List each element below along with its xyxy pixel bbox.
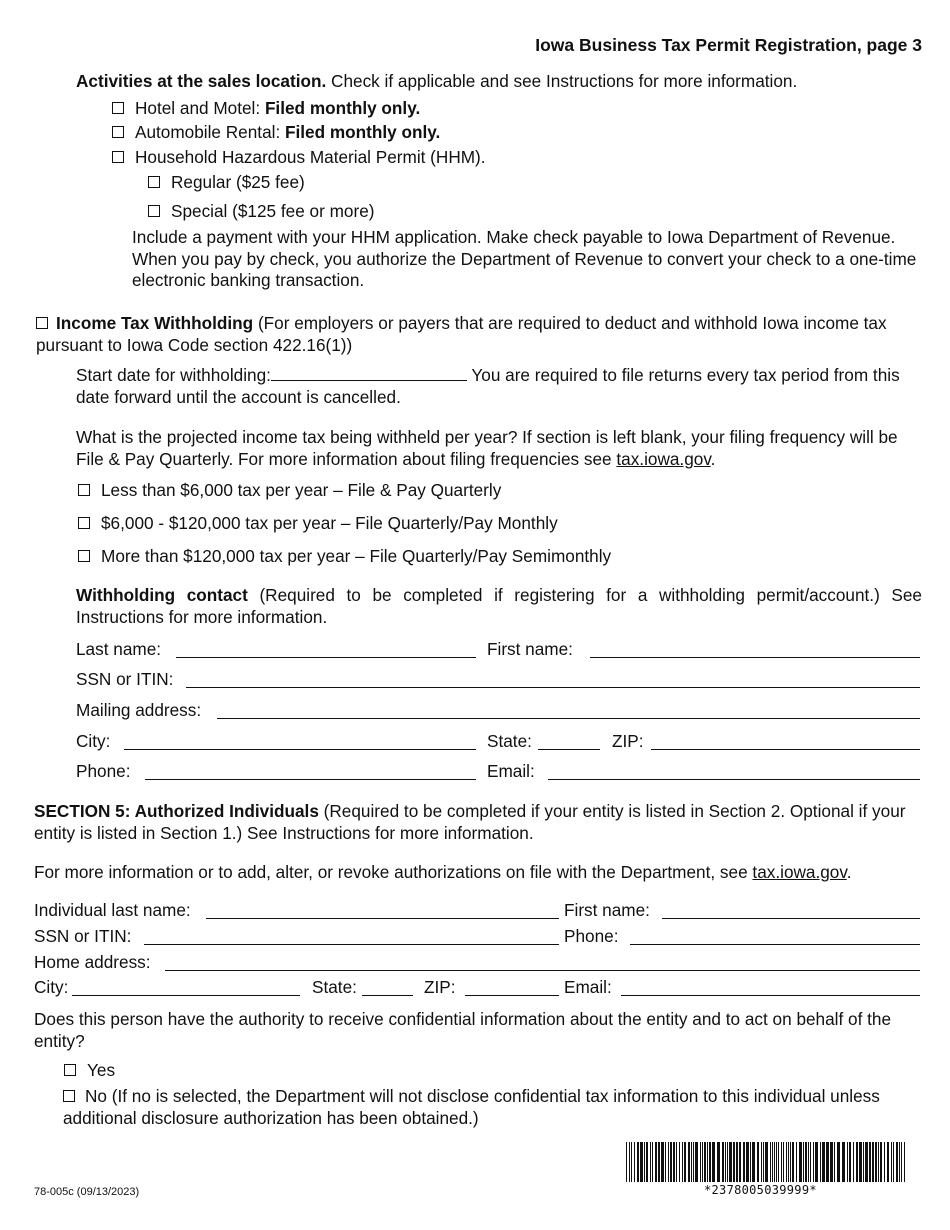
s5-first-name-label: First name: bbox=[564, 900, 650, 920]
freq-option-semimonthly[interactable] bbox=[78, 546, 611, 567]
projected-period: . bbox=[710, 448, 716, 469]
barcode-bar bbox=[673, 1142, 675, 1182]
s5-last-name-field[interactable] bbox=[206, 917, 559, 919]
section5-heading-note: (Required to be completed if your entity is listed in Section 2. Optional if your entity is listed in Section 1.) See Instructions for more information. bbox=[34, 801, 906, 843]
barcode-bar bbox=[842, 1142, 845, 1182]
wh-zip-field[interactable] bbox=[651, 748, 920, 750]
barcode-bar bbox=[637, 1142, 639, 1182]
barcode-bar bbox=[691, 1142, 692, 1182]
wh-city-label: City: bbox=[76, 731, 111, 751]
activities-intro bbox=[76, 71, 797, 92]
barcode-bar bbox=[896, 1142, 898, 1182]
s5-state-field[interactable] bbox=[362, 994, 413, 996]
s5-state-label: State: bbox=[312, 977, 357, 997]
barcode-bar bbox=[856, 1142, 858, 1182]
withholding-heading: Income Tax Withholding bbox=[56, 313, 254, 333]
start-date-label: Start date for withholding: bbox=[76, 365, 271, 385]
barcode-bar bbox=[668, 1142, 669, 1182]
barcode-icon bbox=[626, 1142, 906, 1182]
withholding-start bbox=[76, 365, 906, 408]
wh-mailing-label: Mailing address: bbox=[76, 700, 202, 720]
authority-yes-label: Yes bbox=[87, 1060, 116, 1080]
barcode-bar bbox=[709, 1142, 711, 1182]
hhm-special-checkbox[interactable] bbox=[148, 205, 160, 217]
barcode-bar bbox=[865, 1142, 868, 1182]
barcode-bar bbox=[626, 1142, 627, 1182]
barcode-bar bbox=[631, 1142, 632, 1182]
wh-first-name-field[interactable] bbox=[590, 656, 920, 658]
barcode-bar bbox=[652, 1142, 653, 1182]
hhm-regular-label: Regular ($25 fee) bbox=[171, 172, 305, 192]
hotel-label: Hotel and Motel: bbox=[135, 98, 265, 118]
freq-option-quarterly[interactable] bbox=[78, 480, 501, 501]
barcode-bar bbox=[810, 1142, 811, 1182]
barcode-bar bbox=[869, 1142, 871, 1182]
section5-intro bbox=[34, 801, 922, 844]
barcode-bar bbox=[781, 1142, 782, 1182]
auto-rental-checkbox[interactable] bbox=[112, 126, 124, 138]
barcode-bar bbox=[682, 1142, 683, 1182]
authority-no-label: No (If no is selected, the Department will not disclose confidential tax information to this individual unless additional disclosure authorization has been obtained.) bbox=[63, 1086, 880, 1128]
barcode-bar bbox=[891, 1142, 892, 1182]
wh-state-label: State: bbox=[487, 731, 532, 751]
barcode-bar bbox=[646, 1142, 648, 1182]
tax-iowa-link[interactable]: tax.iowa.gov bbox=[616, 448, 711, 469]
barcode-bar bbox=[739, 1142, 741, 1182]
wh-ssn-label: SSN or ITIN: bbox=[76, 669, 174, 689]
withholding-contact-heading: Withholding contact bbox=[76, 585, 248, 605]
s5-first-name-field[interactable] bbox=[662, 917, 920, 919]
barcode-bar bbox=[813, 1142, 814, 1182]
hhm-regular-checkbox[interactable] bbox=[148, 176, 160, 188]
barcode-bar bbox=[644, 1142, 645, 1182]
barcode-bar bbox=[822, 1142, 825, 1182]
barcode-bar bbox=[899, 1142, 900, 1182]
barcode-bar bbox=[733, 1142, 735, 1182]
barcode-bar bbox=[887, 1142, 889, 1182]
barcode-bar bbox=[629, 1142, 630, 1182]
s5-zip-label: ZIP: bbox=[424, 977, 456, 997]
barcode-bar bbox=[722, 1142, 724, 1182]
form-number: 78-005c (09/13/2023) bbox=[34, 1186, 140, 1198]
barcode-text: *2378005039999* bbox=[704, 1183, 817, 1197]
barcode-bar bbox=[799, 1142, 802, 1182]
barcode-bar bbox=[676, 1142, 677, 1182]
barcode-bar bbox=[688, 1142, 690, 1182]
barcode-bar bbox=[776, 1142, 777, 1182]
s5-ssn-field[interactable] bbox=[144, 943, 559, 945]
barcode-bar bbox=[746, 1142, 749, 1182]
wh-last-name-label: Last name: bbox=[76, 639, 162, 659]
section5-heading: SECTION 5: Authorized Individuals bbox=[34, 801, 319, 821]
hhm-regular-option[interactable] bbox=[148, 172, 305, 193]
barcode-bar bbox=[658, 1142, 660, 1182]
barcode-bar bbox=[743, 1142, 745, 1182]
wh-email-label: Email: bbox=[487, 761, 535, 781]
hhm-special-label: Special ($125 fee or more) bbox=[171, 201, 375, 221]
hhm-payment-note: Include a payment with your HHM application. Make check payable to Iowa Department of Revenue. When you pay by check, you authorize the Department of Revenue to convert your check to a one-time electronic banking transaction. bbox=[132, 227, 917, 290]
authority-yes-checkbox[interactable] bbox=[64, 1064, 76, 1076]
withholding-checkbox[interactable] bbox=[36, 317, 48, 329]
barcode-bar bbox=[849, 1142, 851, 1182]
barcode-bar bbox=[875, 1142, 877, 1182]
s5-email-label: Email: bbox=[564, 977, 612, 997]
projected-question-text: What is the projected income tax being withheld per year? If section is left blank, your filing frequency will be File & Pay Quarterly. For more information about filing frequencies see bbox=[76, 427, 898, 469]
barcode-bar bbox=[778, 1142, 779, 1182]
wh-city-field[interactable] bbox=[124, 748, 476, 750]
barcode-bar bbox=[834, 1142, 835, 1182]
hhm-checkbox[interactable] bbox=[112, 151, 124, 163]
authority-no-option[interactable] bbox=[63, 1086, 913, 1129]
barcode-bar bbox=[830, 1142, 833, 1182]
wh-phone-field[interactable] bbox=[145, 778, 476, 780]
barcode-bar bbox=[853, 1142, 854, 1182]
wh-zip-label: ZIP: bbox=[612, 731, 644, 751]
authority-no-checkbox[interactable] bbox=[63, 1090, 75, 1102]
barcode-bar bbox=[893, 1142, 894, 1182]
barcode-bar bbox=[725, 1142, 726, 1182]
freq-semimonthly-checkbox[interactable] bbox=[78, 550, 90, 562]
barcode-bar bbox=[788, 1142, 789, 1182]
barcode-bar bbox=[786, 1142, 787, 1182]
s5-phone-label: Phone: bbox=[564, 926, 619, 946]
barcode-bar bbox=[847, 1142, 848, 1182]
barcode-bar bbox=[704, 1142, 706, 1182]
barcode-bar bbox=[859, 1142, 862, 1182]
freq-quarterly-label: Less than $6,000 tax per year – File & Pay Quarterly bbox=[101, 480, 502, 500]
barcode-bar bbox=[792, 1142, 794, 1182]
freq-semimonthly-label: More than $120,000 tax per year – File Quarterly/Pay Semimonthly bbox=[101, 546, 612, 566]
barcode-bar bbox=[757, 1142, 759, 1182]
freq-option-monthly[interactable] bbox=[78, 513, 558, 534]
hotel-option[interactable] bbox=[112, 98, 420, 119]
freq-monthly-checkbox[interactable] bbox=[78, 517, 90, 529]
hotel-checkbox[interactable] bbox=[112, 102, 124, 114]
barcode-bar bbox=[650, 1142, 651, 1182]
barcode-bar bbox=[729, 1142, 732, 1182]
barcode-bar bbox=[872, 1142, 874, 1182]
wh-last-name-field[interactable] bbox=[176, 656, 476, 658]
barcode-bar bbox=[679, 1142, 680, 1182]
barcode-bar bbox=[863, 1142, 864, 1182]
barcode-bar bbox=[684, 1142, 686, 1182]
barcode-bar bbox=[763, 1142, 764, 1182]
authority-yes-option[interactable] bbox=[64, 1060, 115, 1081]
barcode-bar bbox=[727, 1142, 728, 1182]
s5-email-field[interactable] bbox=[621, 994, 920, 996]
barcode-bar bbox=[670, 1142, 672, 1182]
barcode-bar bbox=[712, 1142, 715, 1182]
barcode-bar bbox=[808, 1142, 809, 1182]
barcode-bar bbox=[750, 1142, 751, 1182]
s5-last-name-label: Individual last name: bbox=[34, 900, 191, 920]
wh-state-field[interactable] bbox=[538, 748, 600, 750]
wh-ssn-field[interactable] bbox=[186, 686, 920, 688]
barcode-bar bbox=[878, 1142, 879, 1182]
barcode-bar bbox=[904, 1142, 905, 1182]
s5-ssn-label: SSN or ITIN: bbox=[34, 926, 132, 946]
activities-intro-text: Check if applicable and see Instructions for more information. bbox=[326, 71, 798, 91]
barcode-bar bbox=[661, 1142, 664, 1182]
hhm-special-option[interactable] bbox=[148, 201, 375, 222]
auto-rental-note: Filed monthly only. bbox=[285, 122, 441, 142]
withholding-intro bbox=[36, 313, 896, 356]
barcode-bar bbox=[717, 1142, 720, 1182]
s5-zip-field[interactable] bbox=[465, 994, 559, 996]
withholding-contact-intro bbox=[76, 585, 922, 628]
freq-quarterly-checkbox[interactable] bbox=[78, 484, 90, 496]
barcode-bar bbox=[640, 1142, 643, 1182]
section5-more-info-text: For more information or to add, alter, or revoke authorizations on file with the Department, see bbox=[34, 862, 753, 882]
barcode-bar bbox=[695, 1142, 698, 1182]
withholding-contact-note: (Required to be completed if registering for a withholding permit/account.) See Instructions for more information. bbox=[76, 585, 922, 627]
barcode-bar bbox=[820, 1142, 821, 1182]
barcode-bar bbox=[815, 1142, 818, 1182]
barcode-bar bbox=[796, 1142, 797, 1182]
auto-rental-label: Automobile Rental: bbox=[135, 122, 285, 142]
barcode-bar bbox=[634, 1142, 635, 1182]
barcode-bar bbox=[805, 1142, 807, 1182]
barcode-bar bbox=[901, 1142, 902, 1182]
page-title: Iowa Business Tax Permit Registration, page 3 bbox=[535, 35, 922, 55]
s5-city-label: City: bbox=[34, 977, 69, 997]
section5-period: . bbox=[846, 862, 852, 882]
barcode-bar bbox=[774, 1142, 775, 1182]
barcode-bar bbox=[803, 1142, 804, 1182]
start-date-field[interactable] bbox=[271, 366, 467, 381]
barcode-bar bbox=[837, 1142, 840, 1182]
auto-rental-option[interactable] bbox=[112, 122, 440, 143]
barcode-bar bbox=[707, 1142, 708, 1182]
s5-city-field[interactable] bbox=[72, 994, 300, 996]
barcode-bar bbox=[655, 1142, 657, 1182]
barcode-bar bbox=[700, 1142, 701, 1182]
hhm-label: Household Hazardous Material Permit (HHM). bbox=[135, 147, 486, 167]
s5-home-field[interactable] bbox=[165, 969, 920, 971]
hhm-option[interactable] bbox=[112, 147, 486, 168]
barcode-bar bbox=[761, 1142, 762, 1182]
authority-question: Does this person have the authority to receive confidential information about the entity and to act on behalf of the entity? bbox=[34, 1009, 892, 1051]
withholding-heading-note: (For employers or payers that are required to deduct and withhold Iowa income tax pursuant to Iowa Code section 422.16(1)) bbox=[36, 313, 887, 355]
wh-mailing-field[interactable] bbox=[217, 717, 920, 719]
activities-heading: Activities at the sales location. bbox=[76, 71, 327, 91]
freq-monthly-label: $6,000 - $120,000 tax per year – File Quarterly/Pay Monthly bbox=[101, 513, 558, 533]
barcode-bar bbox=[826, 1142, 829, 1182]
barcode-bar bbox=[772, 1142, 773, 1182]
projected-question bbox=[76, 427, 926, 470]
section5-tax-iowa-link[interactable]: tax.iowa.gov bbox=[752, 862, 847, 882]
start-date-note: You are required to file returns every tax period from this date forward until the account is cancelled. bbox=[76, 365, 900, 407]
barcode-bar bbox=[665, 1142, 666, 1182]
s5-home-label: Home address: bbox=[34, 952, 151, 972]
wh-phone-label: Phone: bbox=[76, 761, 131, 781]
barcode-bar bbox=[770, 1142, 771, 1182]
s5-phone-field[interactable] bbox=[630, 943, 920, 945]
barcode-bar bbox=[790, 1142, 791, 1182]
hotel-note: Filed monthly only. bbox=[264, 98, 421, 118]
wh-first-name-label: First name: bbox=[487, 639, 573, 659]
barcode-bar bbox=[880, 1142, 882, 1182]
barcode-bar bbox=[736, 1142, 738, 1182]
barcode-bar bbox=[765, 1142, 768, 1182]
barcode-bar bbox=[693, 1142, 694, 1182]
section5-more-info bbox=[34, 862, 851, 883]
barcode-bar bbox=[702, 1142, 703, 1182]
barcode-bar bbox=[752, 1142, 755, 1182]
barcode-bar bbox=[783, 1142, 784, 1182]
barcode-bar bbox=[884, 1142, 885, 1182]
wh-email-field[interactable] bbox=[548, 778, 920, 780]
